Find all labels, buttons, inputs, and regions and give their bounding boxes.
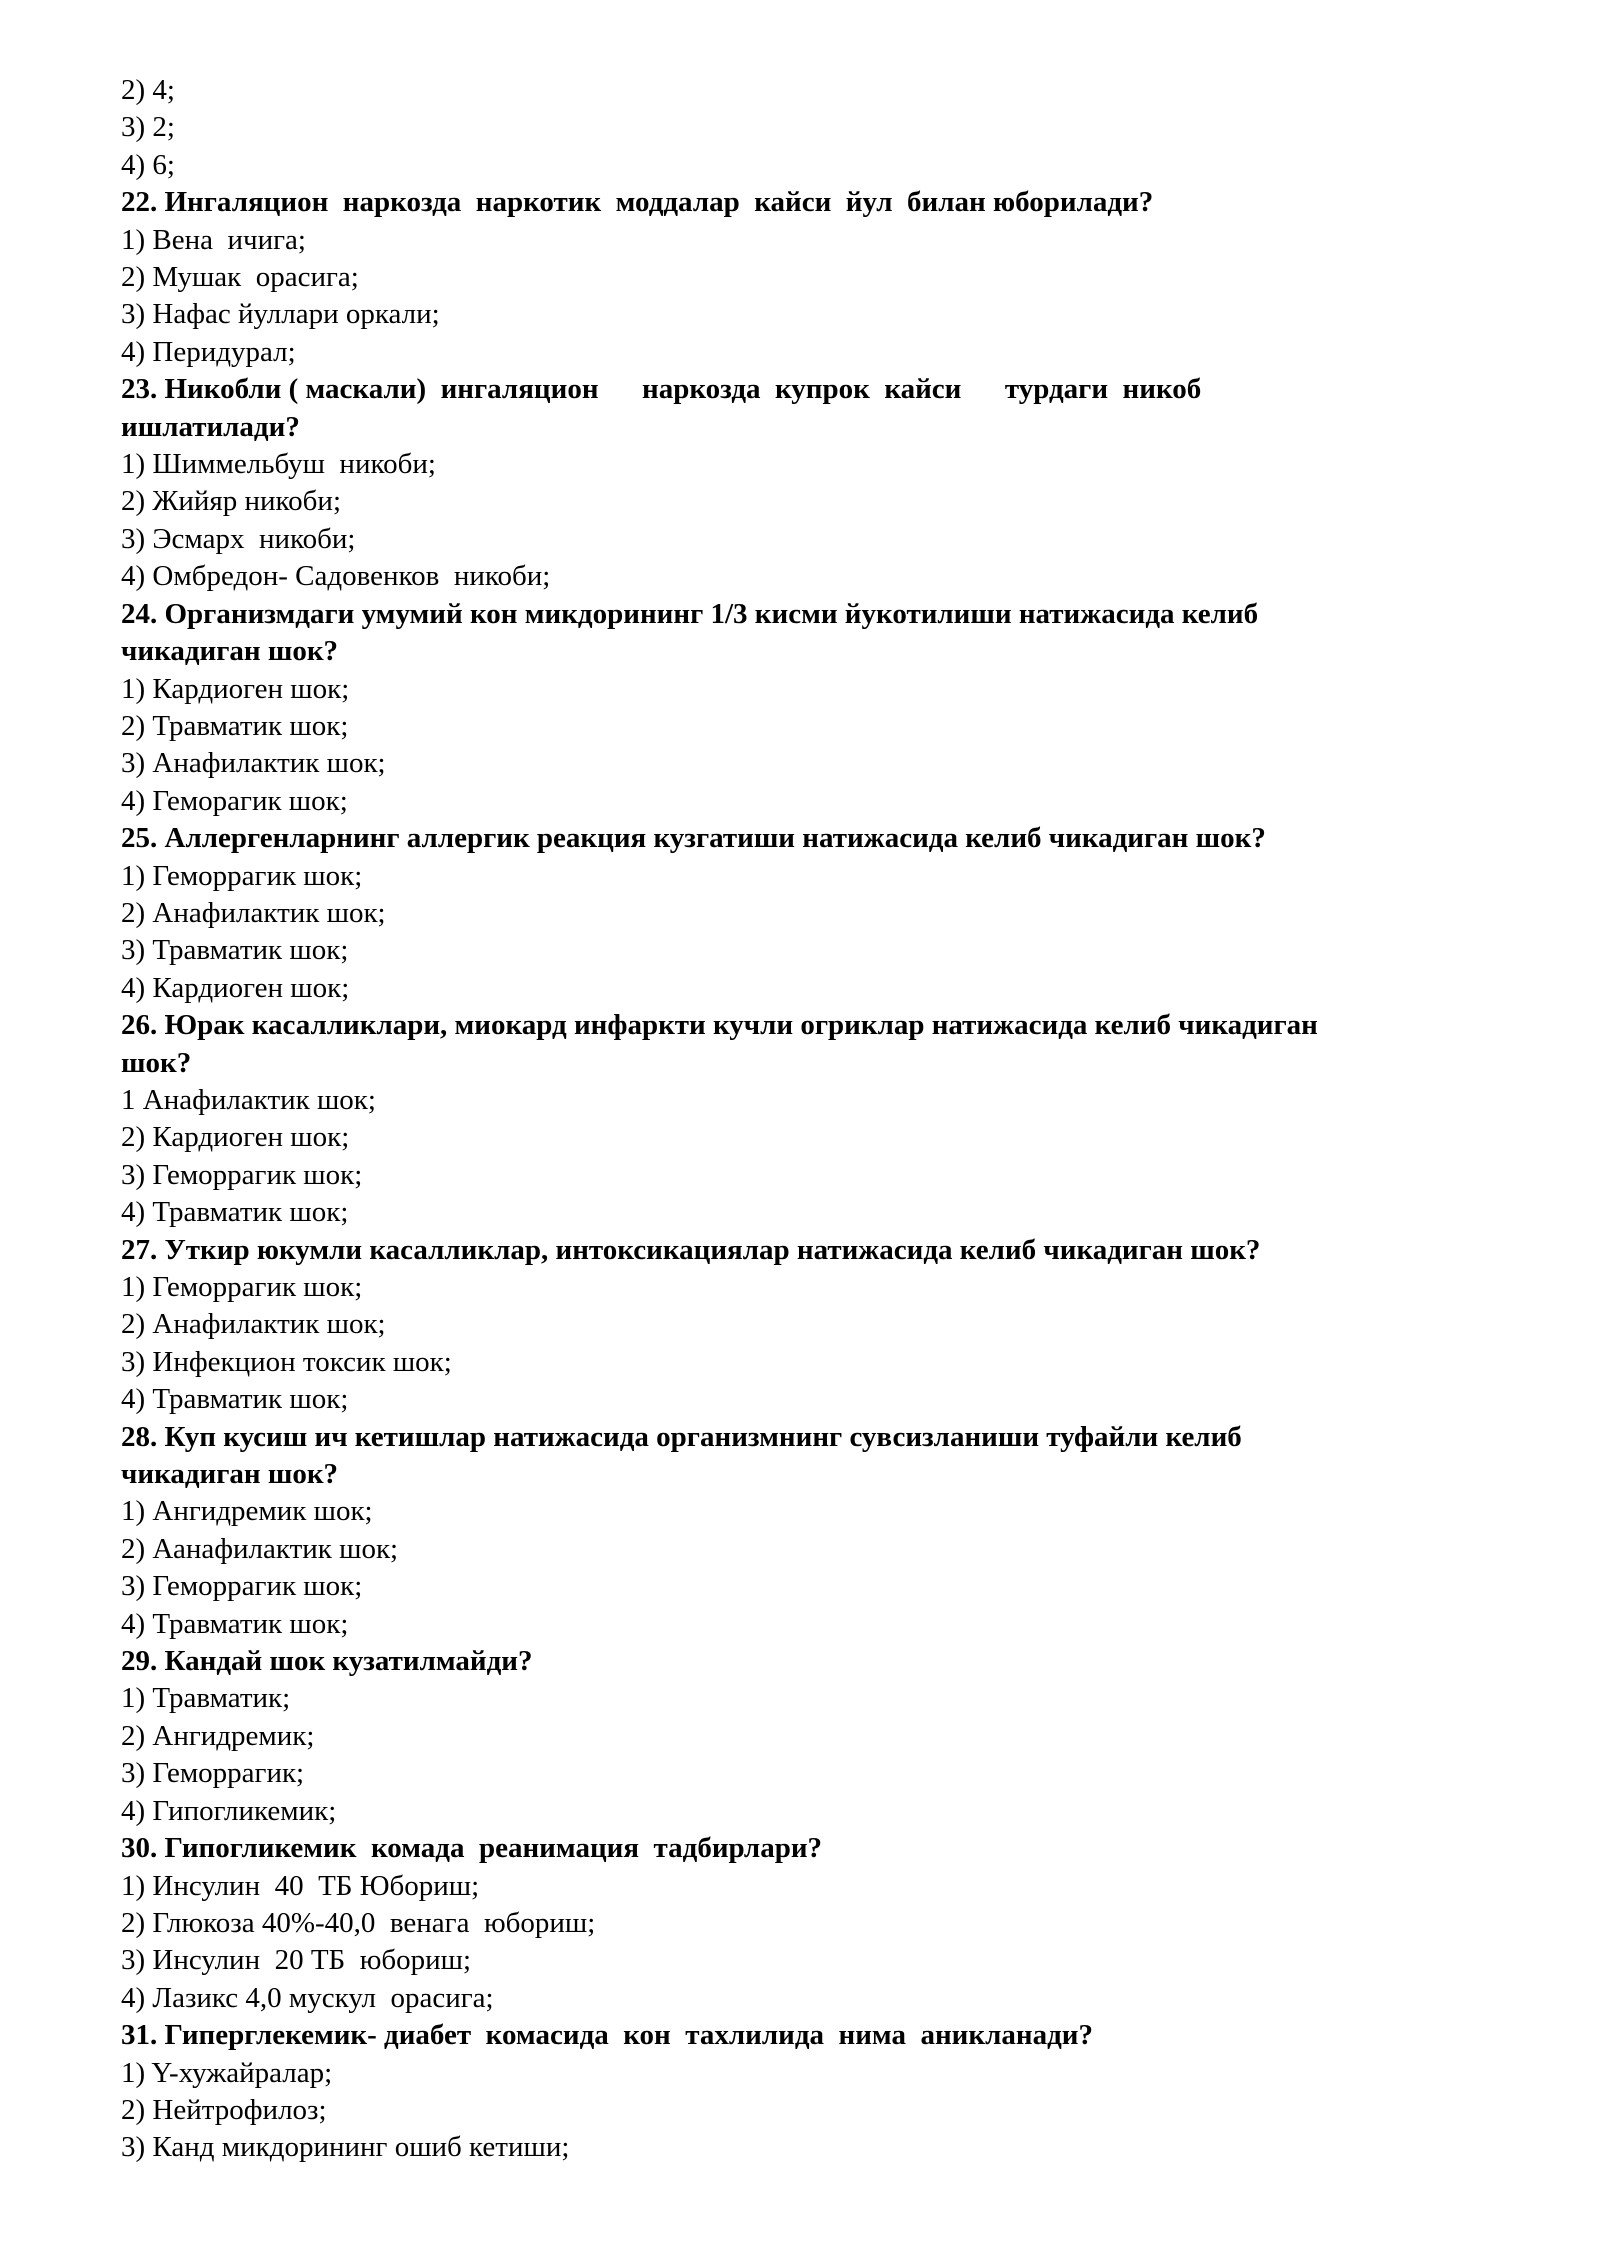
question-block: [121, 2017, 1501, 2167]
answer-option: 1) Y-хужайралар;: [121, 2056, 333, 2089]
answer-option: 1) Вена ичига;: [121, 223, 306, 256]
question-title: 29. Кандай шок кузатилмайди?: [121, 1645, 533, 1678]
question-title: 24. Организмдаги умумий кон микдорининг 1/3 кисми йукотилиши натижасида келиб: [121, 597, 1259, 630]
question-title: чикадиган шок?: [121, 635, 339, 668]
answer-option: 2) Анафилактик шок;: [121, 1308, 386, 1341]
answer-option: 1) Геморрагик шок;: [121, 859, 363, 892]
answer-option: 1) Инсулин 40 ТБ Юбориш;: [121, 1869, 480, 1902]
option-line: 4) 6;: [121, 148, 175, 181]
question-block: [121, 820, 1501, 1007]
question-title: 26. Юрак касалликлари, миокард инфаркти кучли огриклар натижасида келиб чикадиган: [121, 1009, 1318, 1042]
answer-option: 1 Анафилактик шок;: [121, 1083, 376, 1116]
answer-option: 2) Анафилактик шок;: [121, 896, 386, 929]
answer-option: 2) Нейтрофилоз;: [121, 2093, 327, 2126]
answer-option: 3) Инфекцион токсик шок;: [121, 1345, 452, 1378]
answer-option: 2) Глюкоза 40%-40,0 венага юбориш;: [121, 1906, 596, 1939]
answer-option: 3) Геморрагик шок;: [121, 1158, 363, 1191]
question-title: чикадиган шок?: [121, 1458, 339, 1491]
lead-options: [121, 72, 1501, 184]
question-title: 30. Гипогликемик комада реанимация тадбирлари?: [121, 1832, 823, 1865]
answer-option: 4) Лазикс 4,0 мускул орасига;: [121, 1981, 494, 2014]
question-list: [121, 184, 1501, 2167]
answer-option: 4) Травматик шок;: [121, 1196, 349, 1229]
question-title: 28. Куп кусиш ич кетишлар натижасида организмнинг сувсизланиши туфайли келиб: [121, 1420, 1242, 1453]
question-title: ишлатилади?: [121, 410, 300, 443]
answer-option: 3) Нафас йуллари оркали;: [121, 298, 440, 331]
answer-option: 4) Геморагик шок;: [121, 784, 348, 817]
answer-option: 4) Перидурал;: [121, 335, 296, 368]
answer-option: 2) Жийяр никоби;: [121, 485, 342, 518]
answer-option: 1) Травматик;: [121, 1682, 291, 1715]
answer-option: 2) Травматик шок;: [121, 709, 349, 742]
answer-option: 3) Эсмарх никоби;: [121, 522, 356, 555]
answer-option: 3) Анафилактик шок;: [121, 747, 386, 780]
question-title: 27. Уткир юкумли касалликлар, интоксикациялар натижасида келиб чикадиган шок?: [121, 1233, 1261, 1266]
question-block: [121, 1232, 1501, 1419]
answer-option: 2) Ангидремик;: [121, 1719, 315, 1752]
answer-option: 1) Шиммельбуш никоби;: [121, 448, 436, 481]
answer-option: 3) Геморрагик;: [121, 1757, 305, 1790]
answer-option: 2) Кардиоген шок;: [121, 1121, 350, 1154]
answer-option: 2) Аанафилактик шок;: [121, 1532, 399, 1565]
answer-option: 3) Геморрагик шок;: [121, 1570, 363, 1603]
answer-option: 3) Травматик шок;: [121, 934, 349, 967]
answer-option: 1) Кардиоген шок;: [121, 672, 350, 705]
question-title: 23. Никобли ( маскали) ингаляцион наркозда купрок кайси турдаги никоб: [121, 373, 1202, 406]
answer-option: 4) Гипогликемик;: [121, 1794, 337, 1827]
answer-option: 4) Кардиоген шок;: [121, 971, 350, 1004]
answer-option: 3) Канд микдорининг ошиб кетиши;: [121, 2131, 570, 2164]
question-title: шок?: [121, 1046, 192, 1079]
question-title: 31. Гиперглекемик- диабет комасида кон тахлилида нима аникланади?: [121, 2019, 1093, 2052]
answer-option: 3) Инсулин 20 ТБ юбориш;: [121, 1944, 472, 1977]
question-block: [121, 1007, 1501, 1231]
question-block: [121, 1643, 1501, 1830]
question-block: [121, 1419, 1501, 1643]
option-line: 2) 4;: [121, 74, 175, 106]
answer-option: 4) Омбредон- Садовенков никоби;: [121, 560, 551, 593]
question-title: 22. Ингаляцион наркозда наркотик моддалар кайси йул билан юборилади?: [121, 186, 1154, 219]
answer-option: 1) Ангидремик шок;: [121, 1495, 373, 1528]
answer-option: 2) Мушак орасига;: [121, 261, 359, 294]
question-block: [121, 1830, 1501, 2017]
answer-option: 1) Геморрагик шок;: [121, 1271, 363, 1303]
question-block: [121, 184, 1501, 371]
test-content: [121, 72, 1501, 2167]
answer-option: 4) Травматик шок;: [121, 1383, 349, 1416]
option-line: 3) 2;: [121, 111, 175, 144]
question-block: [121, 596, 1501, 820]
question-block: [121, 371, 1501, 595]
answer-option: 4) Травматик шок;: [121, 1607, 349, 1640]
question-title: 25. Аллергенларнинг аллергик реакция кузгатиши натижасида келиб чикадиган шок?: [121, 822, 1266, 855]
